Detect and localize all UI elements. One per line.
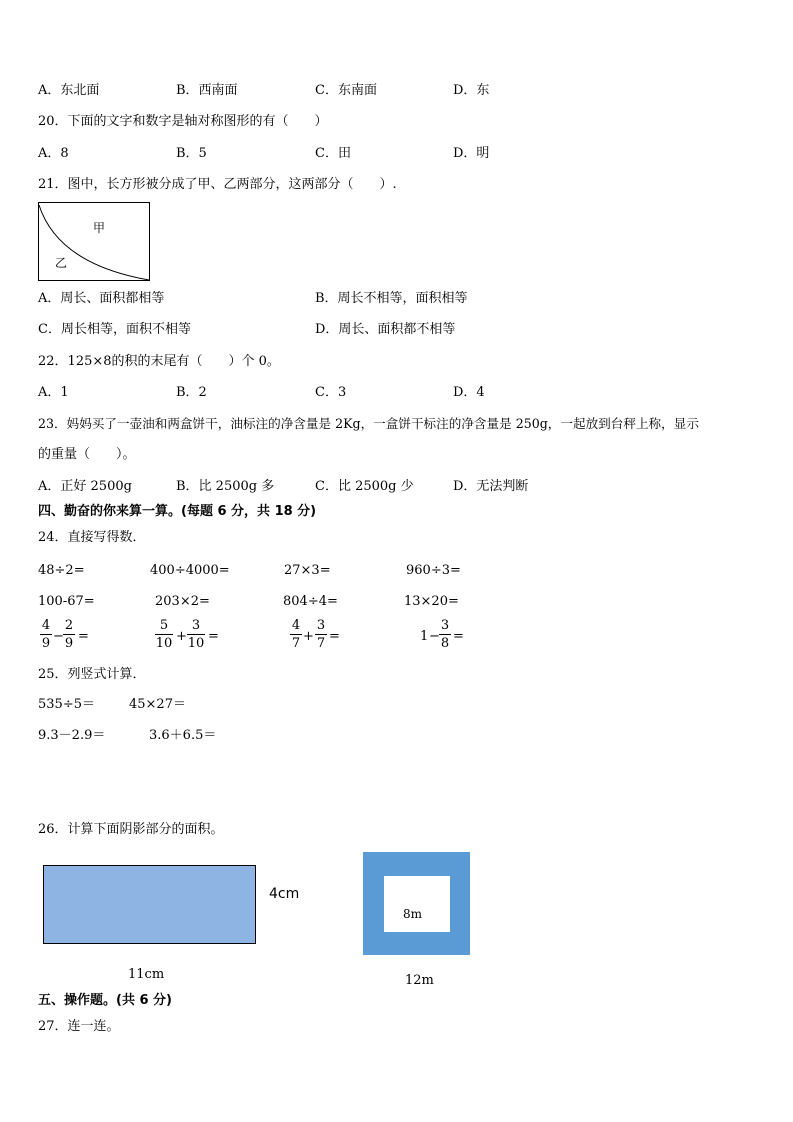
q21-option-b[interactable]: B．周长不相等，面积相等 [315,291,468,306]
q23-option-d[interactable]: D．无法判断 [453,479,529,494]
fraction-operator: + [176,629,187,644]
fraction-equals: = [453,629,464,644]
q25-calc: 3.6＋6.5＝ [149,728,217,743]
q22-option-b[interactable]: B．2 [176,385,207,400]
fraction-equals: = [208,629,219,644]
q26-inner-label: 8m [403,907,423,921]
q23-option-a[interactable]: A．正好 2500g [38,479,132,494]
q22-option-c[interactable]: C．3 [315,385,347,400]
q25-calc: 535÷5＝ [38,697,95,712]
q24-calc: 203×2= [155,594,210,609]
q22-option-d[interactable]: D．4 [453,385,485,400]
q24-calc: 27×3= [284,563,331,578]
fraction-operator: − [53,629,64,644]
q21-label-jia: 甲 [93,221,106,235]
q27-stem: 27．连一连。 [38,1019,120,1034]
q19-option-d[interactable]: D．东 [453,83,490,98]
q23-stem-line2: 的重量（ ）。 [38,447,136,462]
fraction: 3 10 [187,618,205,651]
fraction-operator: − [429,629,440,644]
q24-calc: 13×20= [404,594,459,609]
q21-rectangle-figure [38,202,151,282]
q21-stem: 21．图中，长方形被分成了甲、乙两部分，这两部分（ ）. [38,177,397,192]
q20-stem: 20．下面的文字和数字是轴对称图形的有（ ） [38,114,328,129]
q20-option-b[interactable]: B．5 [176,146,207,161]
q23-stem-line1: 23．妈妈买了一壶油和两盒饼干，油标注的净含量是 2Kg，一盒饼干标注的净含量是 250g，一起放到台秤上称，显示 [38,416,699,431]
q20-option-a[interactable]: A．8 [38,146,69,161]
q23-option-c[interactable]: C．比 2500g 少 [315,479,414,494]
fraction: 4 7 [291,618,301,651]
fraction: 3 8 [440,618,450,651]
q24-calc: 400÷4000= [150,563,230,578]
fraction-operator: + [303,629,314,644]
q26-square-outer [363,852,470,955]
q21-option-d[interactable]: D．周长、面积都不相等 [315,322,456,337]
q26-rect-height-label: 4cm [269,886,300,902]
q19-option-a[interactable]: A．东北面 [38,83,100,98]
fraction-equals: = [78,629,89,644]
fraction: 5 10 [155,618,173,651]
q19-option-b[interactable]: B．西南面 [176,83,238,98]
q26-square-inner [384,876,450,932]
section-4-title: 四、勤奋的你来算一算。(每题 6 分，共 18 分) [38,504,317,519]
q26-stem: 26．计算下面阴影部分的面积。 [38,822,224,837]
q24-fraction-row [38,618,518,660]
q21-label-yi: 乙 [55,256,68,270]
q26-outer-label: 12m [405,973,434,988]
fraction: 4 9 [41,618,51,651]
q24-calc: 960÷3= [406,563,461,578]
fraction: 3 7 [316,618,326,651]
q20-option-c[interactable]: C．田 [315,146,351,161]
q24-calc: 100-67= [38,594,95,609]
q24-calc: 804÷4= [283,594,338,609]
q26-rectangle [43,865,256,944]
fraction-equals: = [329,629,340,644]
q25-calc: 45×27＝ [129,697,186,712]
q20-option-d[interactable]: D．明 [453,146,490,161]
q24-stem: 24．直接写得数． [38,530,146,545]
q19-option-c[interactable]: C．东南面 [315,83,377,98]
fraction: 2 9 [64,618,74,651]
q25-stem: 25．列竖式计算． [38,667,146,682]
q24-calc: 48÷2= [38,563,85,578]
q22-stem: 22．125×8的积的末尾有（ ）个 0。 [38,354,280,369]
q22-option-a[interactable]: A．1 [38,385,69,400]
q21-option-c[interactable]: C．周长相等，面积不相等 [38,322,191,337]
q23-option-b[interactable]: B．比 2500g 多 [176,479,275,494]
q25-calc: 9.3－2.9＝ [38,728,106,743]
q21-option-a[interactable]: A．周长、面积都相等 [38,291,165,306]
q26-rect-width-label: 11cm [128,967,165,982]
section-5-title: 五、操作题。(共 6 分) [38,993,172,1008]
fraction-whole: 1 [420,629,429,644]
